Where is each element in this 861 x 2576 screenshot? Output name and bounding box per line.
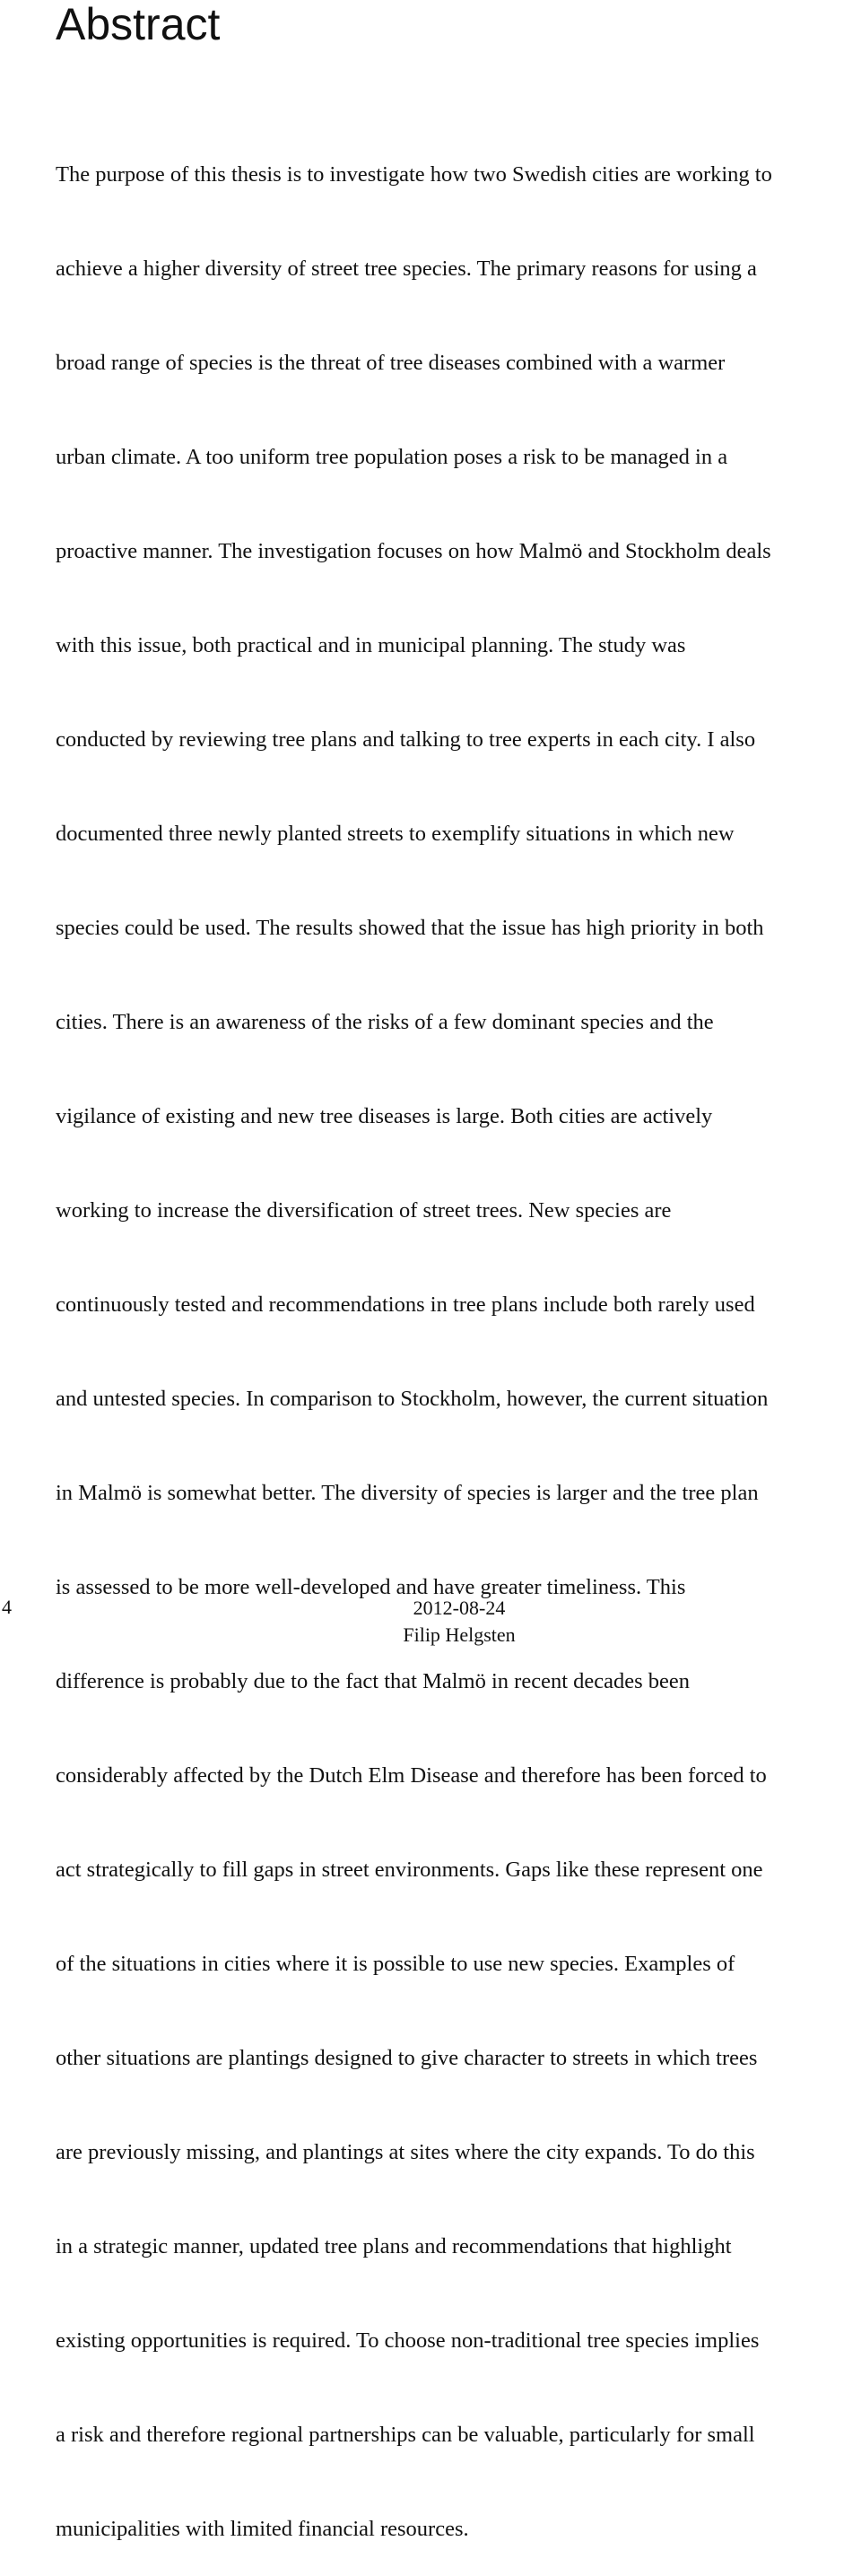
page-number: 4	[2, 1596, 12, 1618]
abstract-line: are previously missing, and plantings at sites where the city expands. To do this	[56, 2140, 755, 2164]
abstract-line: proactive manner. The investigation focuses on how Malmö and Stockholm deals	[56, 539, 771, 563]
footer-author: Filip Helgsten	[403, 1623, 516, 1646]
abstract-line: a risk and therefore regional partnerships can be valuable, particularly for small	[56, 2423, 755, 2447]
abstract-line: species could be used. The results showed that the issue has high priority in both	[56, 916, 764, 940]
abstract-line: documented three newly planted streets to exemplify situations in which new	[56, 822, 735, 846]
page-heading: Abstract	[56, 0, 221, 49]
footer-date: 2012-08-24	[413, 1597, 506, 1619]
abstract-body	[56, 96, 861, 2576]
abstract-line: continuously tested and recommendations in tree plans include both rarely used	[56, 1292, 755, 1317]
abstract-line: vigilance of existing and new tree diseases is large. Both cities are actively	[56, 1104, 713, 1128]
abstract-line: achieve a higher diversity of street tree species. The primary reasons for using a	[56, 257, 757, 281]
abstract-line: municipalities with limited financial resources.	[56, 2517, 469, 2541]
abstract-line: working to increase the diversification of street trees. New species are	[56, 1198, 672, 1223]
abstract-line: The purpose of this thesis is to investigate how two Swedish cities are working to	[56, 162, 772, 187]
abstract-line: of the situations in cities where it is possible to use new species. Examples of	[56, 1952, 735, 1976]
abstract-line: in a strategic manner, updated tree plans and recommendations that highlight	[56, 2234, 732, 2258]
abstract-line: cities. There is an awareness of the risks of a few dominant species and the	[56, 1010, 714, 1034]
abstract-line: conducted by reviewing tree plans and talking to tree experts in each city. I also	[56, 727, 756, 752]
abstract-line: and untested species. In comparison to Stockholm, however, the current situation	[56, 1387, 769, 1411]
abstract-line: other situations are plantings designed to give character to streets in which trees	[56, 2046, 758, 2070]
abstract-line: urban climate. A too uniform tree population poses a risk to be managed in a	[56, 445, 728, 469]
abstract-line: is assessed to be more well-developed and have greater timeliness. This	[56, 1575, 686, 1599]
abstract-line: act strategically to fill gaps in street environments. Gaps like these represent one	[56, 1858, 763, 1882]
abstract-line: in Malmö is somewhat better. The diversity of species is larger and the tree plan	[56, 1481, 759, 1505]
abstract-line: with this issue, both practical and in municipal planning. The study was	[56, 633, 686, 657]
abstract-line: considerably affected by the Dutch Elm Disease and therefore has been forced to	[56, 1763, 767, 1788]
abstract-line: broad range of species is the threat of tree diseases combined with a warmer	[56, 351, 726, 375]
abstract-line: difference is probably due to the fact that Malmö in recent decades been	[56, 1669, 691, 1693]
page-footer	[341, 1595, 578, 1649]
abstract-line: existing opportunities is required. To choose non-traditional tree species implies	[56, 2328, 760, 2353]
